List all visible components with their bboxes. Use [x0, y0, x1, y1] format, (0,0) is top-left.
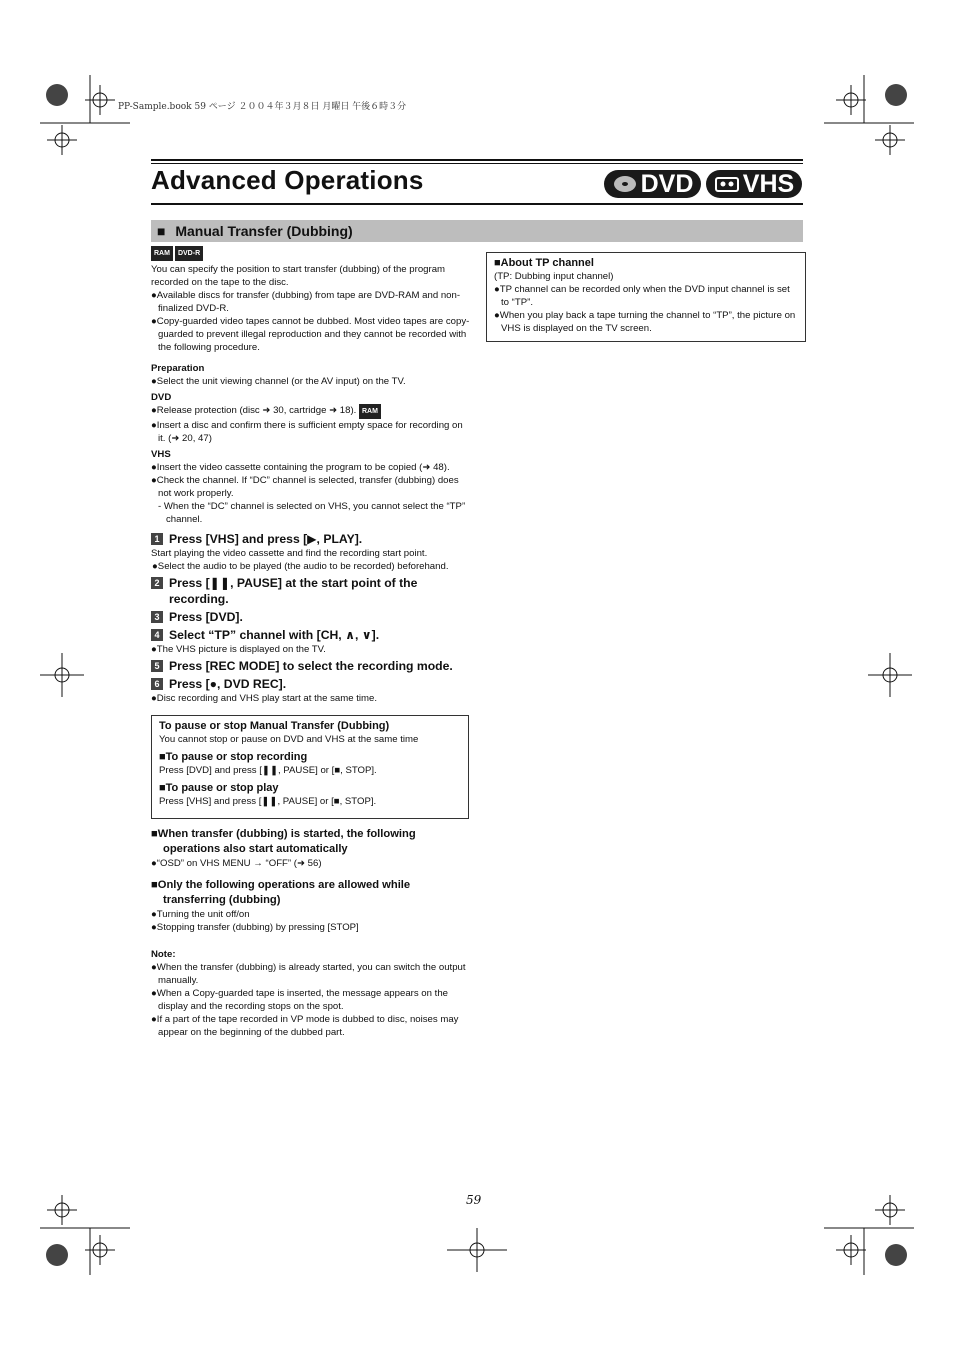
- vhs-prep-title: VHS: [151, 449, 171, 460]
- pause-box-subtitle: You cannot stop or pause on DVD and VHS at the same time: [159, 734, 419, 745]
- intro-bullet: ●Available discs for transfer (dubbing) from tape are DVD-RAM and non-finalized DVD-R.: [151, 290, 461, 314]
- page-number: 59: [466, 1193, 482, 1207]
- vhs-badge-label: VHS: [742, 169, 795, 198]
- pause-stop-box: [151, 715, 469, 819]
- step-text: Press [DVD].: [169, 610, 243, 624]
- step-note: ●Disc recording and VHS play start at the same time.: [151, 693, 378, 704]
- step-3: [151, 609, 471, 625]
- step-note: Start playing the video cassette and find the recording start point.: [151, 548, 428, 559]
- tp-box-item: ●When you play back a tape turning the channel to “TP”, the picture on VHS is displayed on the TV screen.: [494, 310, 796, 334]
- dvd-prep-item: ●Insert a disc and confirm there is sufficient empty space for recording on it. (➜ 20, 47): [151, 420, 463, 444]
- section-header: [151, 220, 803, 242]
- tp-box-item: ●TP channel can be recorded only when the DVD input channel is set to “TP”.: [494, 284, 790, 308]
- cassette-icon: [714, 174, 740, 194]
- step-number: 4: [151, 629, 163, 641]
- vhs-prep-item: ●Check the channel. If “DC” channel is selected, transfer (dubbing) does not work properly.: [151, 475, 459, 499]
- step-number: 1: [151, 533, 163, 545]
- vhs-prep-item: - When the “DC” channel is selected on VHS, you cannot select the “TP” channel.: [158, 501, 466, 525]
- disc-tags: [151, 246, 471, 261]
- preparation-title: Preparation: [151, 363, 205, 374]
- step-text: Press [VHS] and press [▶, PLAY].: [169, 532, 363, 546]
- note-item: ●When the transfer (dubbing) is already started, you can switch the output manually.: [151, 962, 466, 986]
- step-5: [151, 658, 471, 674]
- section-square-icon: ■: [157, 223, 166, 239]
- note-item: ●When a Copy-guarded tape is inserted, the message appears on the display and the recording stops on the spot.: [151, 988, 448, 1012]
- step-note: ●The VHS picture is displayed on the TV.: [151, 644, 326, 655]
- dvd-badge: [604, 170, 701, 198]
- steps-list: [151, 531, 471, 705]
- file-info-header: PP-Sample.book 59 ページ ２００４年３月８日 月曜日 午後６時３分: [118, 102, 407, 112]
- dvd-badge-label: DVD: [640, 169, 694, 198]
- step-4: [151, 627, 471, 643]
- tp-box-title: ■About TP channel: [494, 257, 594, 269]
- auto-ops-item: ●“OSD” on VHS MENU → “OFF” (➜ 56): [151, 858, 322, 869]
- title-rule-top-2: [151, 163, 803, 164]
- step-number: 6: [151, 678, 163, 690]
- page-title: Advanced Operations: [151, 165, 424, 195]
- intro-text: You can specify the position to start transfer (dubbing) of the program recorded on the tape to the disc.: [151, 264, 446, 288]
- pause-play-title: ■To pause or stop play: [159, 782, 279, 794]
- step-number: 2: [151, 577, 163, 589]
- step-note: ●Select the audio to be played (the audio to be recorded) beforehand.: [152, 561, 449, 572]
- step-text: Press [❚❚, PAUSE] at the start point of the recording.: [169, 576, 418, 606]
- preparation-item: ●Select the unit viewing channel (or the AV input) on the TV.: [151, 376, 406, 387]
- step-6: [151, 676, 471, 692]
- dvd-prep-item-text: ●Release protection (disc ➜ 30, cartridge ➜ 18).: [151, 405, 357, 416]
- vhs-badge: [706, 170, 802, 198]
- allowed-ops-item: ●Stopping transfer (dubbing) by pressing [STOP]: [151, 922, 359, 933]
- dvd-prep-item: [151, 404, 471, 419]
- pause-rec-title: ■To pause or stop recording: [159, 751, 308, 763]
- allowed-ops-title: ■Only the following operations are allowed while transferring (dubbing): [151, 879, 411, 906]
- left-column: [151, 246, 471, 1039]
- intro-bullet: ●Copy-guarded video tapes cannot be dubbed. Most video tapes are copy-guarded to prevent illegal reproduction and they cannot be recorded with the following procedure.: [151, 316, 470, 353]
- pause-box-title: To pause or stop Manual Transfer (Dubbing): [159, 720, 390, 732]
- tp-box-subtitle: (TP: Dubbing input channel): [494, 271, 614, 282]
- pause-play-text: Press [VHS] and press [❚❚, PAUSE] or [■, STOP].: [159, 796, 377, 807]
- section-title: Manual Transfer (Dubbing): [175, 223, 353, 239]
- tp-channel-box: [486, 252, 806, 342]
- dvd-prep-tag-ram: RAM: [359, 404, 381, 419]
- allowed-ops-item: ●Turning the unit off/on: [151, 909, 250, 920]
- disc-icon: [612, 173, 638, 195]
- vhs-prep-item: ●Insert the video cassette containing the program to be copied (➜ 48).: [151, 462, 450, 473]
- note-item: ●If a part of the tape recorded in VP mode is dubbed to disc, noises may appear on the beginning of the dubbed part.: [151, 1014, 459, 1038]
- note-title: Note:: [151, 949, 176, 960]
- step-number: 5: [151, 660, 163, 672]
- step-text: Press [REC MODE] to select the recording mode.: [169, 659, 453, 673]
- auto-ops-title: ■When transfer (dubbing) is started, the following operations also start automatically: [151, 828, 416, 855]
- disc-tag-ram: RAM: [151, 246, 173, 261]
- step-text: Select “TP” channel with [CH, ∧, ∨].: [169, 628, 380, 642]
- title-rule-bottom: [151, 203, 803, 205]
- pause-rec-text: Press [DVD] and press [❚❚, PAUSE] or [■, STOP].: [159, 765, 377, 776]
- step-2: [151, 575, 471, 607]
- dvd-prep-title: DVD: [151, 392, 172, 403]
- step-text: Press [●, DVD REC].: [169, 677, 287, 691]
- disc-tag-dvdr: DVD-R: [175, 246, 203, 261]
- title-rule-top: [151, 159, 803, 161]
- step-number: 3: [151, 611, 163, 623]
- step-1: [151, 531, 471, 547]
